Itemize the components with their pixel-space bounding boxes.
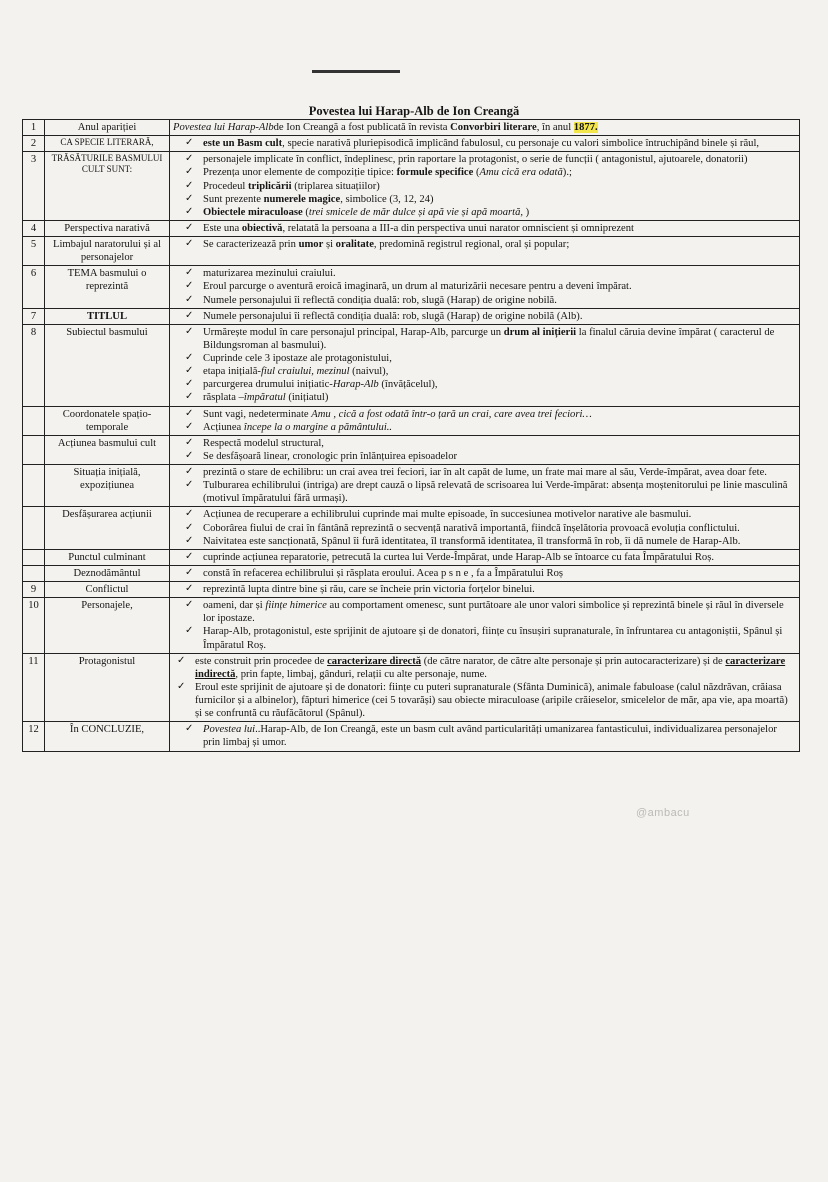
- table-row: [23, 237, 800, 266]
- row-label: Limbajul naratorului și al personajelor: [45, 237, 170, 266]
- row-number: [23, 435, 45, 464]
- table-row: [23, 465, 800, 507]
- row-number: 9: [23, 582, 45, 598]
- row-number: 2: [23, 136, 45, 152]
- row-number: [23, 507, 45, 549]
- bullet-line: ✓ Acțiunea de recuperare a echilibrului cuprinde mai multe episoade, în succesiunea motivelor narative ale basmului.: [173, 508, 796, 521]
- row-content: [170, 598, 800, 654]
- row-content: [170, 120, 800, 136]
- content-table: [22, 119, 800, 752]
- row-number: [23, 406, 45, 435]
- bullet-line: ✓ Tulburarea echilibrului (intriga) are drept cauză o lipsă relevată de scrisoarea lui Verde-împărat: absența moștenitorului pe linie masculină (motivul împăratului fără urmași).: [173, 479, 796, 505]
- row-number: [23, 565, 45, 581]
- table-row: [23, 549, 800, 565]
- table-row: [23, 308, 800, 324]
- row-content: [170, 653, 800, 722]
- row-content: [170, 549, 800, 565]
- table-row: [23, 266, 800, 308]
- table-row: [23, 152, 800, 221]
- bullet-line: ✓ Povestea lui..Harap-Alb, de Ion Creangă, este un basm cult având particularități umanizarea fantasticului, individualizarea personajelor prin limbaj și umor.: [173, 723, 796, 749]
- table-row: [23, 507, 800, 549]
- row-number: 4: [23, 220, 45, 236]
- row-content: [170, 237, 800, 266]
- table-row: [23, 653, 800, 722]
- row-label: Protagonistul: [45, 653, 170, 722]
- bullet-line: ✓ Eroul este sprijinit de ajutoare și de donatori: ființe cu puteri supranaturale (Sfânta Duminică), animale fabuloase (calul năzdrăvan, crăiasa furnicilor și a albinelor), făpturi himerice (cei 5 tovarăși) sau obiecte miraculoase (aripile crăieselor, smicelelor de măr, apa vie, apa moartă) și se confruntă cu răufăcătorul (Spânul).: [173, 681, 796, 720]
- row-label: Punctul culminant: [45, 549, 170, 565]
- table-row: [23, 582, 800, 598]
- table-row: [23, 406, 800, 435]
- bullet-line: ✓ Se caracterizează prin umor și oralitate, predomină registrul regional, oral și popular;: [173, 238, 796, 251]
- table-row: [23, 220, 800, 236]
- row-content: [170, 266, 800, 308]
- watermark: @ambacu: [636, 807, 690, 819]
- row-number: 10: [23, 598, 45, 654]
- row-label: TRĂSĂTURILE BASMULUI CULT SUNT:: [45, 152, 170, 221]
- bullet-line: ✓ Sunt vagi, nedeterminate Amu , cică a fost odată într-o țară un crai, care avea trei feciori…: [173, 408, 796, 421]
- bullet-line: ✓ Sunt prezente numerele magice, simbolice (3, 12, 24): [173, 193, 796, 206]
- bullet-line: ✓ etapa inițială-fiul craiului, mezinul (naivul),: [173, 365, 796, 378]
- table-row: [23, 722, 800, 751]
- top-rule: [312, 70, 400, 73]
- document-title: Povestea lui Harap-Alb de Ion Creangă: [308, 104, 520, 118]
- row-label: Anul apariției: [45, 120, 170, 136]
- row-label: Desfășurarea acțiunii: [45, 507, 170, 549]
- table-row: [23, 324, 800, 406]
- row-number: 3: [23, 152, 45, 221]
- table-row: [23, 120, 800, 136]
- bullet-line: ✓ Este una obiectivă, relatată la persoana a III-a din perspectiva unui narator omniscient și omniprezent: [173, 222, 796, 235]
- bullet-line: ✓ Prezența unor elemente de compoziție tipice: formule specifice (Amu cică era odată).;: [173, 166, 796, 179]
- table-row: [23, 565, 800, 581]
- row-content: [170, 406, 800, 435]
- bullet-line: ✓ Harap-Alb, protagonistul, este sprijinit de ajutoare și de donatori, ființe cu însușiri supranaturale, în înfruntarea cu antagoniștii, Spânul și Împăratul Roș.: [173, 625, 796, 651]
- row-number: 1: [23, 120, 45, 136]
- row-content: [170, 152, 800, 221]
- row-content: [170, 220, 800, 236]
- bullet-line: ✓ Procedeul triplicării (triplarea situațiilor): [173, 180, 796, 193]
- row-number: 5: [23, 237, 45, 266]
- row-content: [170, 435, 800, 464]
- row-number: 8: [23, 324, 45, 406]
- row-content: [170, 465, 800, 507]
- bullet-line: ✓ Naivitatea este sancționată, Spânul îi fură identitatea, îl transformă identitatea, îl transformă în rob, îi dă numele de Harap-Alb.: [173, 535, 796, 548]
- bullet-line: ✓ constă în refacerea echilibrului și răsplata eroului. Acea p s n e , fa a Împăratului Roș: [173, 567, 796, 580]
- table-row: [23, 136, 800, 152]
- row-content: [170, 582, 800, 598]
- row-content: [170, 722, 800, 751]
- row-label: TEMA basmului o reprezintă: [45, 266, 170, 308]
- table-row: [23, 435, 800, 464]
- row-label: Personajele,: [45, 598, 170, 654]
- row-label: Subiectul basmului: [45, 324, 170, 406]
- bullet-line: ✓ Urmărește modul în care personajul principal, Harap-Alb, parcurge un drum al inițierii la finalul căruia devine împărat ( caracterul de Bildungsroman al basmului).: [173, 326, 796, 352]
- row-content: [170, 324, 800, 406]
- row-number: 7: [23, 308, 45, 324]
- row-label: În CONCLUZIE,: [45, 722, 170, 751]
- row-label: Acțiunea basmului cult: [45, 435, 170, 464]
- bullet-line: ✓ prezintă o stare de echilibru: un crai avea trei feciori, iar în alt capăt de lume, un frate mai mare al său, Verde-împărat, avea doar fete.: [173, 466, 796, 479]
- row-label: Conflictul: [45, 582, 170, 598]
- row-number: 6: [23, 266, 45, 308]
- bullet-line: ✓ Eroul parcurge o aventură eroică imaginară, un drum al maturizării necesare pentru a deveni împărat.: [173, 280, 796, 293]
- row-number: 12: [23, 722, 45, 751]
- bullet-line: ✓ este un Basm cult, specie narativă pluriepisodică implicând fabulosul, cu personaje cu valori simbolice întruchipând binele și răul,: [173, 137, 796, 150]
- row-label: Perspectiva narativă: [45, 220, 170, 236]
- bullet-line: ✓ parcurgerea drumului inițiatic-Harap-Alb (învățăcelul),: [173, 378, 796, 391]
- bullet-line: ✓ oameni, dar și ființe himerice au comportament omenesc, sunt purtătoare ale unor valori simbolice și reprezintă binele și răul în diversele lor ipostaze.: [173, 599, 796, 625]
- bullet-line: ✓ Se desfășoară linear, cronologic prin înlănțuirea episoadelor: [173, 450, 796, 463]
- bullet-line: ✓ Coborârea fiului de crai în fântână reprezintă o secvență narativă importantă, fiindcă înșelătoria provoacă evoluția conflictului.: [173, 522, 796, 535]
- row-content: [170, 136, 800, 152]
- bullet-line: ✓ Numele personajului îi reflectă condiția duală: rob, slugă (Harap) de origine nobilă.: [173, 294, 796, 307]
- bullet-line: ✓ reprezintă lupta dintre bine și rău, care se încheie prin victoria forțelor binelui.: [173, 583, 796, 596]
- row-content: [170, 565, 800, 581]
- bullet-line: Povestea lui Harap-Albde Ion Creangă a fost publicată în revista Convorbiri literare, în anul 1877.: [173, 122, 598, 133]
- bullet-line: ✓ Cuprinde cele 3 ipostaze ale protagonistului,: [173, 352, 796, 365]
- table-row: [23, 598, 800, 654]
- row-label: Situația inițială, expozițiunea: [45, 465, 170, 507]
- row-number: [23, 465, 45, 507]
- bullet-line: ✓ maturizarea mezinului craiului.: [173, 267, 796, 280]
- bullet-line: ✓ Respectă modelul structural,: [173, 437, 796, 450]
- row-label: CA SPECIE LITERARĂ,: [45, 136, 170, 152]
- row-label: Deznodământul: [45, 565, 170, 581]
- bullet-line: ✓ Acțiunea începe la o margine a pământului..: [173, 421, 796, 434]
- row-number: [23, 549, 45, 565]
- bullet-line: ✓ personajele implicate în conflict, îndeplinesc, prin raportare la protagonist, o serie de funcții ( antagonistul, ajutoarele, donatorii): [173, 153, 796, 166]
- bullet-line: ✓ cuprinde acțiunea reparatorie, petrecută la curtea lui Verde-Împărat, unde Harap-Alb se întoarce cu fata Împăratului Roș.: [173, 551, 796, 564]
- row-number: 11: [23, 653, 45, 722]
- bullet-line: ✓ Numele personajului îi reflectă condiția duală: rob, slugă (Harap) de origine nobilă (Alb).: [173, 310, 796, 323]
- row-label: Coordonatele spațio-temporale: [45, 406, 170, 435]
- row-content: [170, 507, 800, 549]
- bullet-line: ✓ este construit prin procedee de caracterizare directă (de către narator, de către alte personaje și prin autocaracterizare) și de caracterizare indirectă, prin fapte, limbaj, gânduri, relații cu alte personaje, nume.: [173, 655, 796, 681]
- row-content: [170, 308, 800, 324]
- bullet-line: ✓ Obiectele miraculoase (trei smicele de măr dulce și apă vie și apă moartă, ): [173, 206, 796, 219]
- row-label: TITLUL: [45, 308, 170, 324]
- bullet-line: ✓ răsplata –împăratul (inițiatul): [173, 391, 796, 404]
